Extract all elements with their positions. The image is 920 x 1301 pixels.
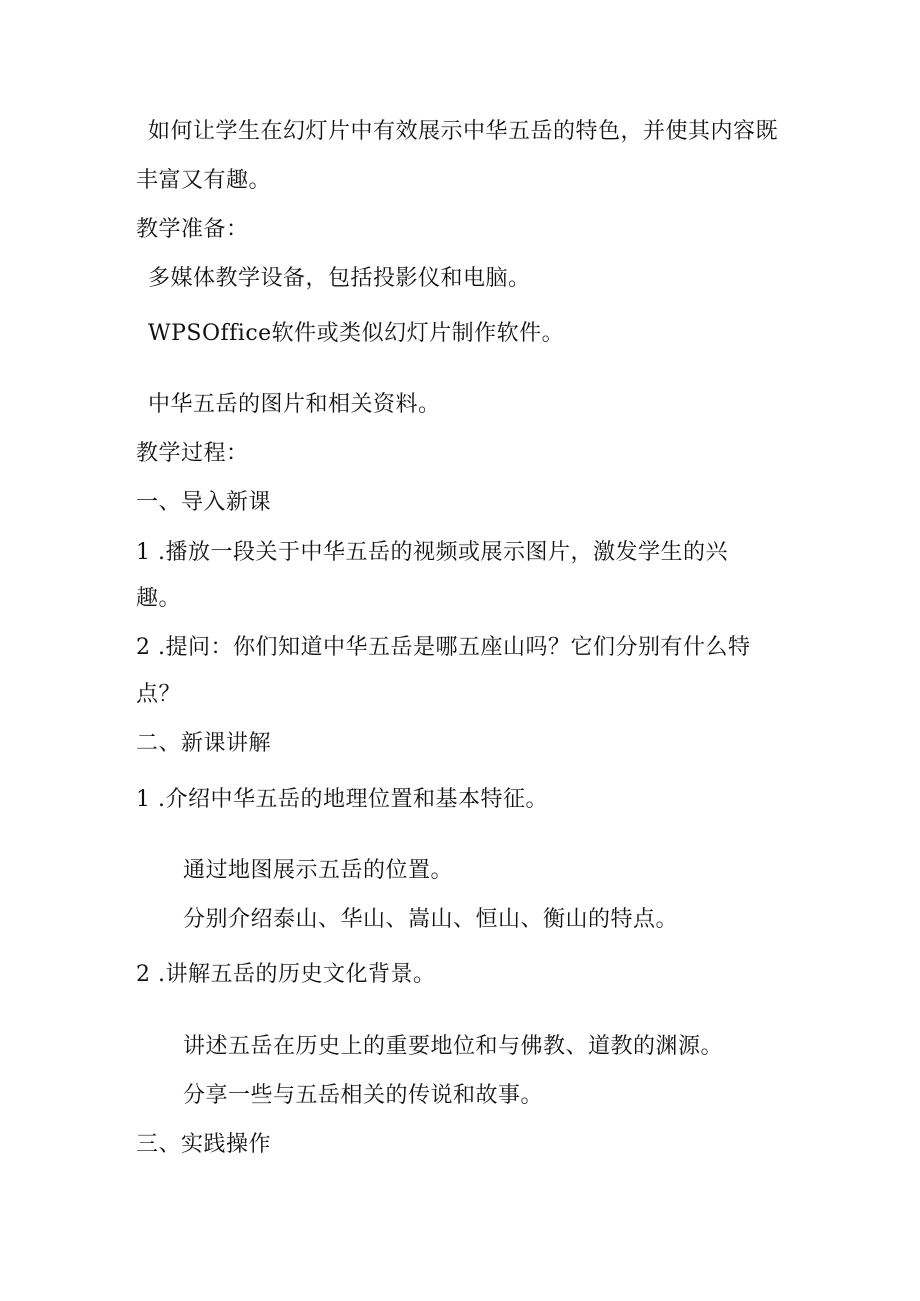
intro-step-1-line-1: 1 .播放一段关于中华五岳的视频或展示图片，激发学生的兴	[136, 540, 728, 565]
heading-teaching-process: 教学过程：	[136, 441, 249, 466]
section-heading-introduction: 一、导入新课	[136, 490, 272, 515]
intro-step-2-line-1: 2 .提问：你们知道中华五岳是哪五座山吗？它们分别有什么特	[136, 635, 751, 660]
section-heading-new-lesson: 二、新课讲解	[136, 731, 272, 756]
heading-teaching-preparation: 教学准备：	[136, 217, 249, 242]
lesson-step-1-detail-1: 通过地图展示五岳的位置。	[183, 858, 454, 883]
lesson-step-2-detail-2: 分享一些与五岳相关的传说和故事。	[183, 1083, 544, 1108]
lesson-step-2-detail-1: 讲述五岳在历史上的重要地位和与佛教、道教的渊源。	[183, 1034, 724, 1059]
prep-item-materials: 中华五岳的图片和相关资料。	[148, 392, 441, 417]
section-heading-practice: 三、实践操作	[136, 1132, 272, 1157]
intro-step-1-line-2: 趣。	[136, 586, 182, 611]
lesson-step-2: 2 .讲解五岳的历史文化背景。	[136, 962, 436, 987]
question-line-2: 丰富又有趣。	[136, 168, 272, 193]
prep-item-software: WPSOffice软件或类似幻灯片制作软件。	[148, 321, 565, 346]
lesson-step-1: 1 .介绍中华五岳的地理位置和基本特征。	[136, 787, 548, 812]
prep-item-multimedia: 多媒体教学设备，包括投影仪和电脑。	[148, 266, 531, 291]
intro-step-2-line-2: 点？	[136, 682, 182, 707]
question-line-1: 如何让学生在幻灯片中有效展示中华五岳的特色，并使其内容既	[148, 119, 779, 144]
lesson-step-1-detail-2: 分别介绍泰山、华山、嵩山、恒山、衡山的特点。	[183, 907, 679, 932]
